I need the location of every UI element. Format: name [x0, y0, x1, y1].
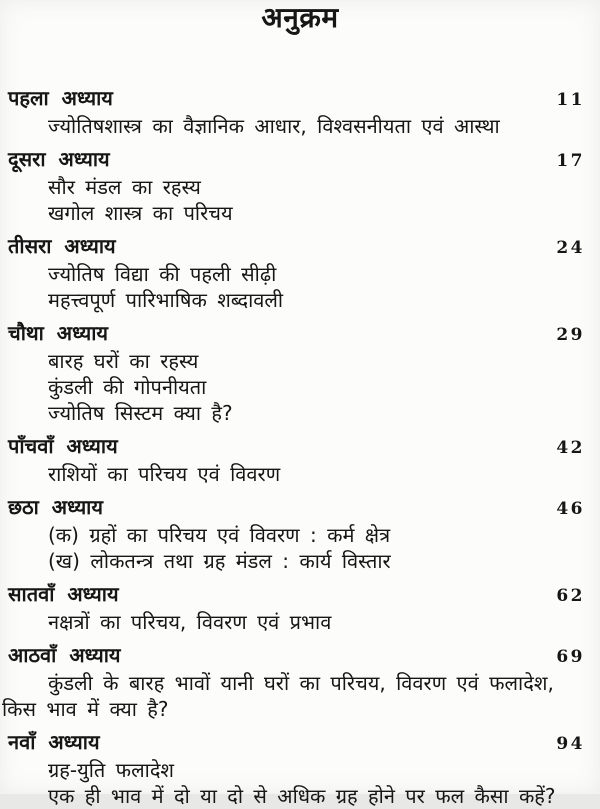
- chapter-topic: ज्योतिष सिस्टम क्या है?: [48, 401, 233, 425]
- chapter-topic: (क) ग्रहों का परिचय एवं विवरण : कर्म क्षेत्र: [48, 523, 391, 547]
- chapter-page-number: 17: [556, 151, 585, 171]
- chapter-page-number: 42: [556, 438, 585, 458]
- chapter-topic: ग्रह-युति फलादेश: [48, 758, 175, 782]
- toc-chapter: [0, 146, 600, 226]
- chapter-title: तीसरा अध्याय: [8, 234, 116, 258]
- chapter-title: छठा अध्याय: [8, 495, 103, 519]
- chapter-heading-row: [0, 642, 600, 670]
- chapter-heading-row: [0, 320, 600, 348]
- toc-chapter: [0, 581, 600, 635]
- chapter-page-number: 94: [556, 734, 585, 754]
- chapter-heading-row: [0, 233, 600, 261]
- chapter-topic: कुंडली की गोपनीयता: [48, 375, 207, 399]
- toc-chapter: [0, 433, 600, 487]
- chapter-topic: बारह घरों का रहस्य: [48, 349, 199, 373]
- toc-chapter: [0, 729, 600, 809]
- chapter-topic: (ख) लोकतन्त्र तथा ग्रह मंडल : कार्य विस्तार: [48, 549, 391, 573]
- chapter-topic: ज्योतिष विद्या की पहली सीढ़ी: [48, 262, 277, 286]
- chapter-heading-row: [0, 581, 600, 609]
- chapter-topic: खगोल शास्त्र का परिचय: [48, 201, 233, 225]
- page-title: अनुक्रम: [261, 1, 339, 34]
- chapter-title: आठवाँ अध्याय: [8, 643, 121, 667]
- chapter-title: पहला अध्याय: [8, 86, 113, 110]
- chapter-heading-row: [0, 729, 600, 757]
- chapter-page-number: 29: [556, 325, 585, 345]
- chapter-topic: राशियों का परिचय एवं विवरण: [48, 462, 281, 486]
- chapter-heading-row: [0, 146, 600, 174]
- chapter-page-number: 46: [556, 499, 585, 519]
- chapter-topic: एक ही भाव में दो या दो से अधिक ग्रह होने पर फल कैसा कहें?: [48, 784, 556, 808]
- chapter-page-number: 62: [556, 586, 585, 606]
- toc-chapter: [0, 233, 600, 313]
- chapter-topic: कुंडली के बारह भावों यानी घरों का परिचय, विवरण एवं फलादेश, किस भाव में क्या है?: [2, 671, 554, 721]
- chapter-topic: सौर मंडल का रहस्य: [48, 175, 201, 199]
- toc-chapter: [0, 642, 600, 722]
- chapter-title: नवाँ अध्याय: [8, 730, 100, 754]
- chapter-page-number: 24: [556, 238, 585, 258]
- toc-chapter: [0, 320, 600, 426]
- table-of-contents: [0, 85, 600, 809]
- chapter-title: दूसरा अध्याय: [8, 147, 110, 171]
- chapter-topic: महत्त्वपूर्ण पारिभाषिक शब्दावली: [48, 288, 284, 312]
- chapter-topic: ज्योतिषशास्त्र का वैज्ञानिक आधार, विश्वसनीयता एवं आस्था: [48, 114, 500, 138]
- chapter-topic: नक्षत्रों का परिचय, विवरण एवं प्रभाव: [48, 610, 332, 634]
- chapter-heading-row: [0, 85, 600, 113]
- chapter-page-number: 11: [556, 90, 585, 110]
- chapter-title: पाँचवाँ अध्याय: [8, 434, 118, 458]
- chapter-page-number: 69: [556, 647, 585, 667]
- toc-chapter: [0, 494, 600, 574]
- chapter-title: सातवाँ अध्याय: [8, 582, 119, 606]
- chapter-heading-row: [0, 494, 600, 522]
- chapter-heading-row: [0, 433, 600, 461]
- toc-chapter: [0, 85, 600, 139]
- chapter-title: चौथा अध्याय: [8, 321, 108, 345]
